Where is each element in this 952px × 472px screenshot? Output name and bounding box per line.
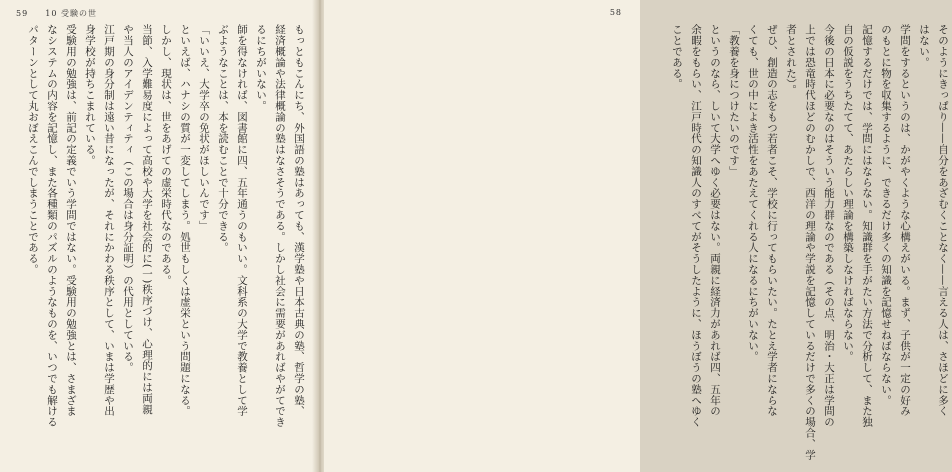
text-column: ことである。 [671,24,683,90]
text-column: や当人のアイデンティティ（この場合は身分証明）の代用としている。 [122,24,134,373]
right-page [324,0,949,472]
text-column: 者とされた）。 [785,24,797,96]
text-column: くても、世の中によき活性をあたえてくれる人になるにちがいない。 [747,24,759,362]
text-column: 身学校が持ちこまれている。 [84,24,96,166]
text-column: のもとに物を収集するように、できるだけ多くの知識を記憶せねばならない。 [880,24,892,406]
left-page [0,0,316,472]
text-column: 当節、入学難易度によって高校や大学を社会的に(一)秩序づけ、心理的には両親 [141,24,153,415]
text-column: パターンとして丸おぼえこんでしまうことである。 [27,24,39,275]
text-column: そのようにきっぱり——自分をあざむくことなく——言える人は、さほどに多く [937,24,949,417]
chapter-title: 10 受験の世 [45,9,98,18]
text-column: というのなら、しいて大学へゆく必要はない。両親に経済力があれば四、五年の [709,24,721,417]
text-column: 学問をするというのは、かがやくような心構えがいる。まず、子供が一定の好み [899,24,911,417]
text-column: 師を得なければ、図書館に四、五年通うのもいい。文科系の大学で教養として学 [236,24,248,417]
text-column: 今後の日本に必要なのはそういう能力群なのである（その点、明治・大正は学問の [823,24,835,428]
text-column: なシステムの内容を記憶し、また各種類のパズルのようなものを、いつでも解ける [46,24,58,428]
text-column: 江戸期の身分制は遠い昔になったが、それにかわる秩序として、いまは学歴や出 [103,24,115,417]
text-column: 上では恐竜時代ほどのむかしで、西洋の理論や学説を記憶しているだけで多くの場合、学 [804,24,816,460]
text-column: 自の仮説をうちたてて、あたらしい理論を構築しなければならない。 [842,24,854,362]
left-page-header [16,8,97,19]
text-column: ぶようなことは、本を読むことで十分できる。 [217,24,229,253]
text-column: 受験用の勉強は、前記の定義でいう学問ではない。受験用の勉強とは、さまざま [65,24,77,417]
right-page-number: 58 [609,8,622,17]
left-page-number: 59 [16,9,29,18]
text-column: 記憶するだけでは、学問にはならない。知識群を手がたい方法で分析して、また独 [861,24,873,428]
left-page-text [22,24,308,464]
text-column: るにちがいない。 [255,24,267,112]
text-column: 余暇をもらい、江戸時代の知識人のすべてがそうしたように、ほうぼうの塾へゆく [690,24,702,428]
text-column: 「教養を身につけたいのです」 [728,24,740,177]
right-page-header [610,8,622,17]
text-column: もっともこんにち、外国語の塾はあっても、漢学塾や日本古典の塾、哲学の塾、 [293,24,305,417]
text-column: しかし、現状は、世をあげての虚栄時代なのである。 [160,24,172,286]
text-column: ぜひ、創造の志をもつ若者こそ、学校に行ってもらいたい。たとえ学者にならな [766,24,778,417]
right-page-text [660,24,952,464]
text-column: 経済概論や法律概論の塾はなさそうである。しかし社会に需要があればやがてでき [274,24,286,428]
text-column: はない。 [918,24,930,68]
text-column: といえば、ハナシの質が一変してしまう。処世もしくは虚栄という問題になる。 [179,24,191,417]
text-column: 「いいえ、大学卒の免状がほしいんです」 [198,24,210,232]
